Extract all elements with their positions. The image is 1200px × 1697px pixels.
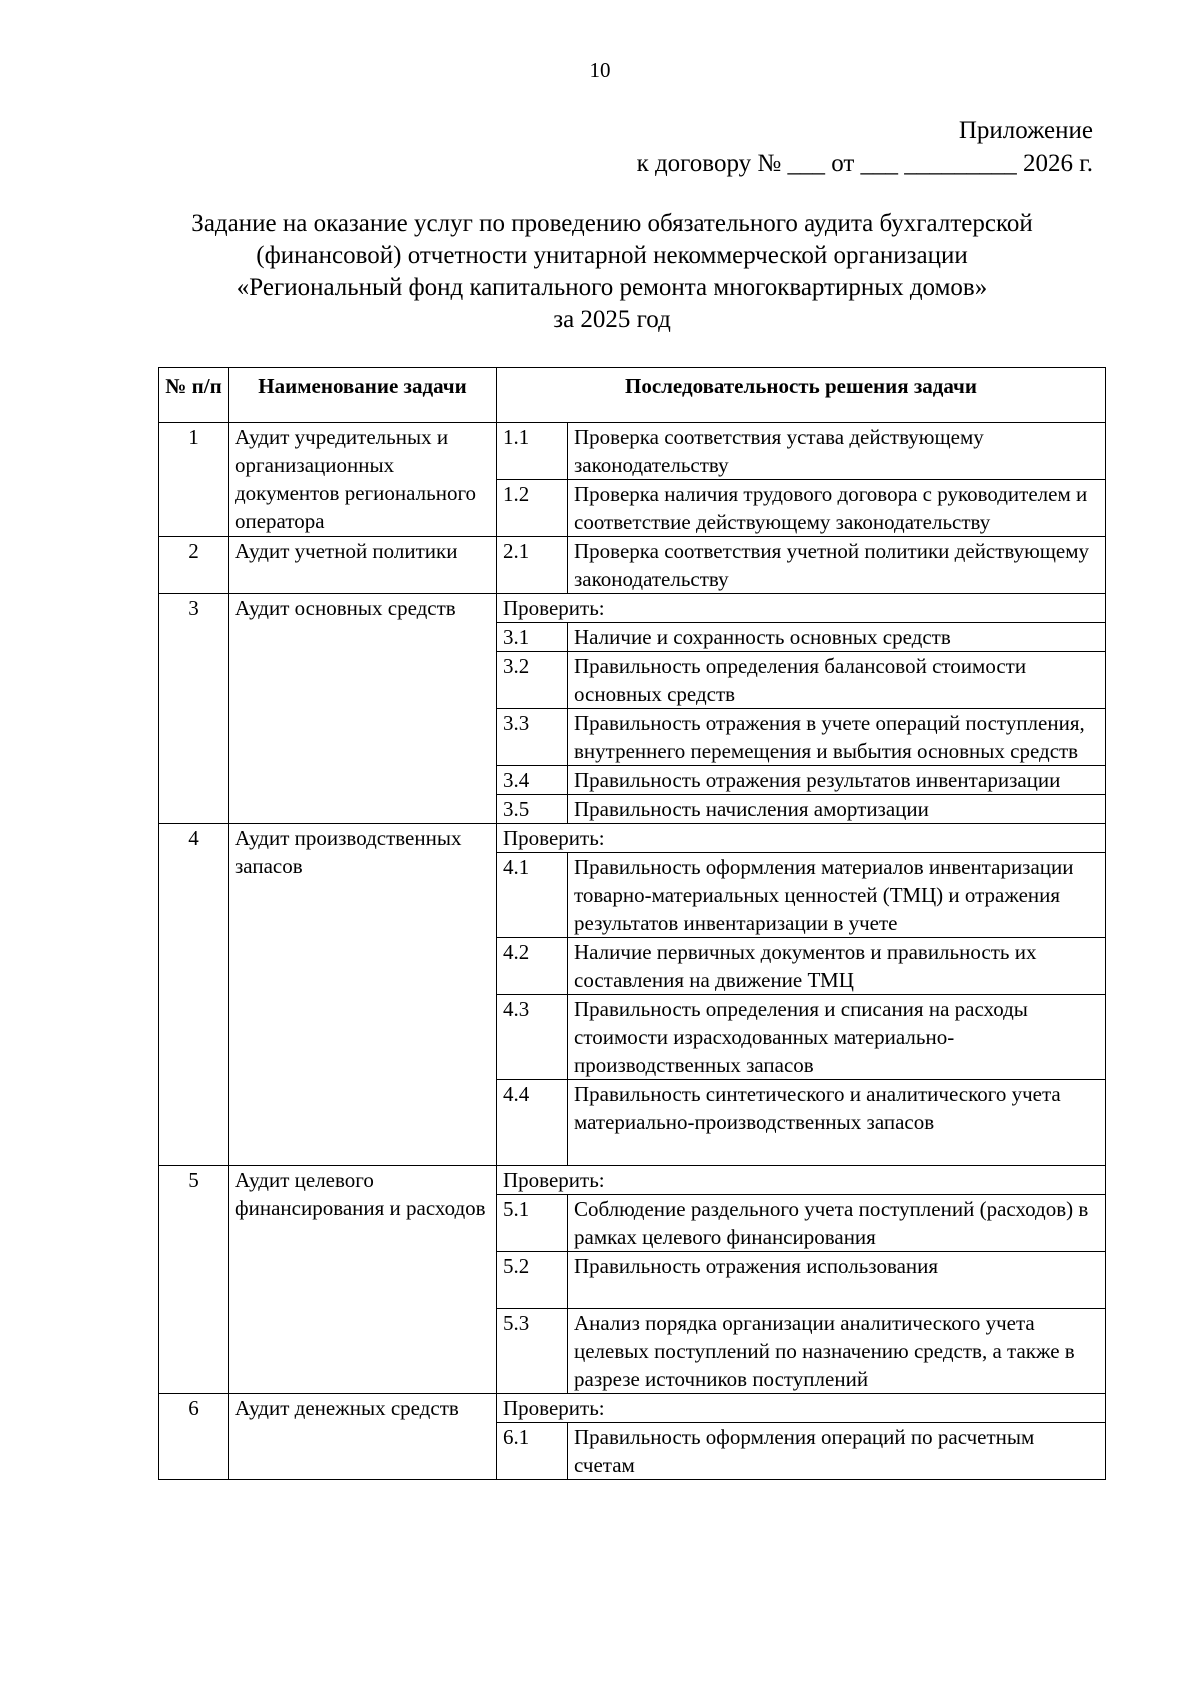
header-num: № п/п (159, 368, 229, 423)
subtask-text: Правильность оформления материалов инвентаризации товарно-материальных ценностей (ТМЦ) и отражения результатов инвентаризации в учете (568, 853, 1106, 938)
table-row (159, 537, 1106, 594)
task-name: Аудит денежных средств (229, 1394, 497, 1480)
task-name: Аудит целевого финансирования и расходов (229, 1166, 497, 1394)
table-row (159, 1394, 1106, 1423)
check-label: Проверить: (497, 594, 1106, 623)
task-name: Аудит производственных запасов (229, 824, 497, 1166)
subtask-text: Проверка соответствия устава действующему законодательству (568, 423, 1106, 480)
task-num: 6 (159, 1394, 229, 1480)
task-name: Аудит учетной политики (229, 537, 497, 594)
task-num: 1 (159, 423, 229, 537)
subtask-text: Правильность синтетического и аналитического учета материально-производственных запасов (568, 1080, 1106, 1166)
table-row (159, 824, 1106, 853)
subtask-text: Проверка наличия трудового договора с руководителем и соответствие действующему законодательству (568, 480, 1106, 537)
subtask-num: 3.5 (497, 795, 568, 824)
table-row (159, 1166, 1106, 1195)
subtask-text: Соблюдение раздельного учета поступлений (расходов) в рамках целевого финансирования (568, 1195, 1106, 1252)
task-num: 5 (159, 1166, 229, 1394)
table-row (159, 594, 1106, 623)
title-line-3: «Региональный фонд капитального ремонта многоквартирных домов» (236, 274, 988, 301)
subtask-num: 4.3 (497, 995, 568, 1080)
check-label: Проверить: (497, 824, 1106, 853)
table-row (159, 423, 1106, 480)
subtask-num: 3.1 (497, 623, 568, 652)
table-header-row (159, 368, 1106, 423)
subtask-num: 1.1 (497, 423, 568, 480)
page-number: 10 (589, 58, 611, 82)
document-title (130, 208, 1094, 336)
subtask-num: 4.2 (497, 938, 568, 995)
subtask-num: 4.4 (497, 1080, 568, 1166)
subtask-text: Наличие первичных документов и правильность их составления на движение ТМЦ (568, 938, 1106, 995)
subtask-text: Правильность определения балансовой стоимости основных средств (568, 652, 1106, 709)
subtask-num: 5.2 (497, 1252, 568, 1309)
subtask-num: 2.1 (497, 537, 568, 594)
task-num: 3 (159, 594, 229, 824)
subtask-text: Анализ порядка организации аналитического учета целевых поступлений по назначению средств, а также в разрезе источников поступлений (568, 1309, 1106, 1394)
subtask-num: 1.2 (497, 480, 568, 537)
subtask-text: Правильность отражения использования (568, 1252, 1106, 1309)
contract-reference: к договору № ___ от ___ _________ 2026 г. (636, 150, 1093, 177)
task-name: Аудит основных средств (229, 594, 497, 824)
task-num: 4 (159, 824, 229, 1166)
subtask-num: 5.3 (497, 1309, 568, 1394)
subtask-text: Проверка соответствия учетной политики действующему законодательству (568, 537, 1106, 594)
check-label: Проверить: (497, 1394, 1106, 1423)
subtask-text: Правильность отражения результатов инвентаризации (568, 766, 1106, 795)
subtask-num: 5.1 (497, 1195, 568, 1252)
task-name: Аудит учредительных и организационных документов регионального оператора (229, 423, 497, 537)
subtask-num: 6.1 (497, 1423, 568, 1480)
header-sequence: Последовательность решения задачи (497, 368, 1106, 423)
tasks-table (158, 367, 1106, 1480)
subtask-text: Наличие и сохранность основных средств (568, 623, 1106, 652)
subtask-num: 3.3 (497, 709, 568, 766)
title-line-4: за 2025 год (553, 306, 671, 333)
subtask-num: 3.2 (497, 652, 568, 709)
header-task-name: Наименование задачи (229, 368, 497, 423)
subtask-text: Правильность оформления операций по расчетным счетам (568, 1423, 1106, 1480)
title-line-2: (финансовой) отчетности унитарной некоммерческой организации (256, 242, 968, 269)
subtask-text: Правильность определения и списания на расходы стоимости израсходованных материально-производственных запасов (568, 995, 1106, 1080)
check-label: Проверить: (497, 1166, 1106, 1195)
subtask-num: 3.4 (497, 766, 568, 795)
appendix-label: Приложение (958, 117, 1093, 144)
task-num: 2 (159, 537, 229, 594)
title-line-1: Задание на оказание услуг по проведению обязательного аудита бухгалтерской (191, 210, 1033, 237)
subtask-text: Правильность отражения в учете операций поступления, внутреннего перемещения и выбытия основных средств (568, 709, 1106, 766)
appendix-header (637, 114, 1093, 180)
subtask-text: Правильность начисления амортизации (568, 795, 1106, 824)
subtask-num: 4.1 (497, 853, 568, 938)
